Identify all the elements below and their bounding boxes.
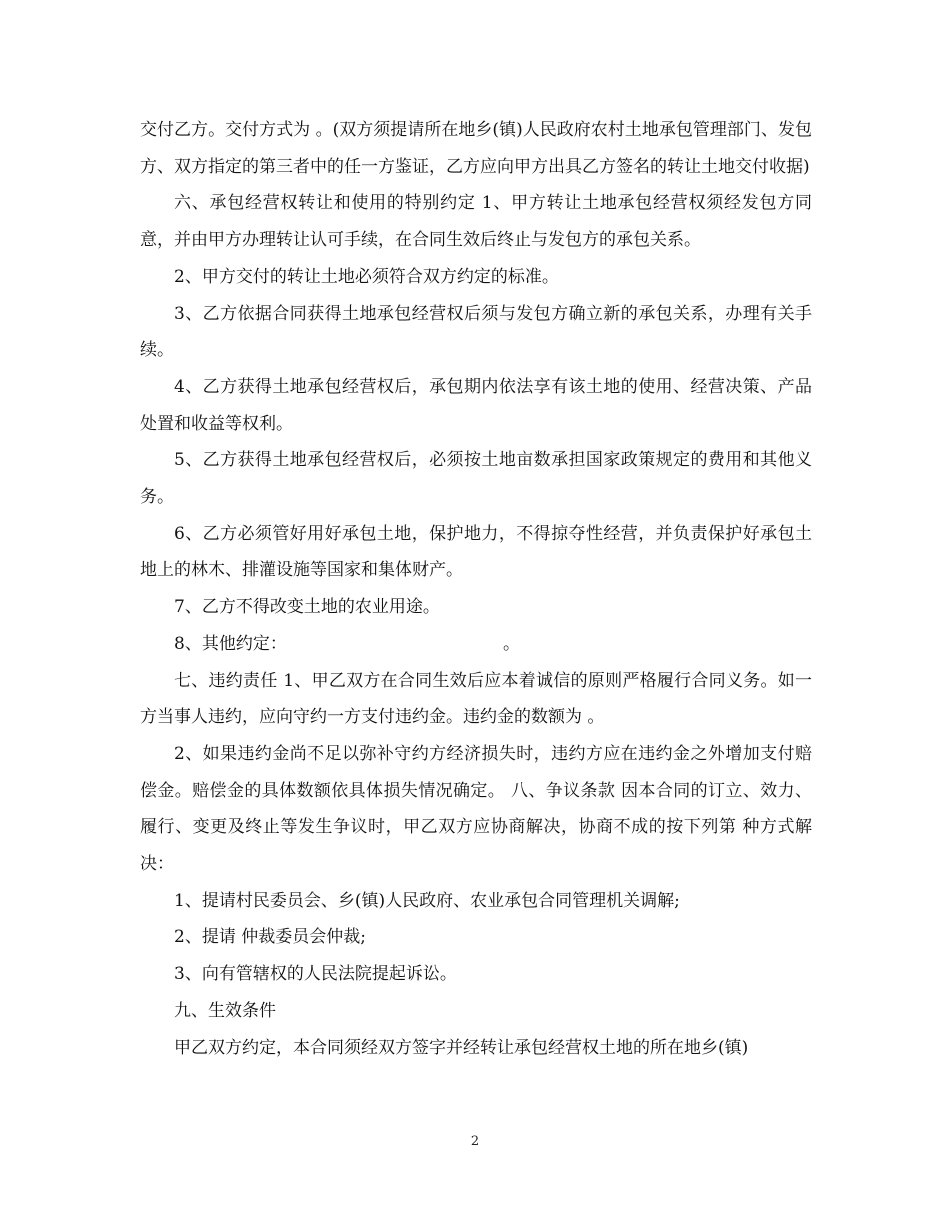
- paragraph-effective-conditions: 甲乙双方约定，本合同须经双方签字并经转让承包经营权土地的所在地乡(镇): [174, 1037, 749, 1058]
- paragraph-clause-6-5: 5、乙方获得土地承包经营权后，必须按土地亩数承担国家政策规定的费用和其他义务。: [140, 450, 812, 508]
- paragraph-clause-6-4: 4、乙方获得土地承包经营权后，承包期内依法享有该土地的使用、经营决策、产品处置和收益等权利。: [140, 376, 812, 434]
- paragraph-clause-6-6: 6、乙方必须管好用好承包土地，保护地力，不得掠夺性经营，并负责保护好承包土地上的林木、排灌设施等国家和集体财产。: [140, 523, 812, 581]
- page-number: 2: [470, 1134, 480, 1149]
- paragraph-clause-7-2-and-section-8: 2、如果违约金尚不足以弥补守约方经济损失时，违约方应在违约金之外增加支付赔偿金。赔偿金的具体数额依具体损失情况确定。 八、争议条款 因本合同的订立、效力、履行、变更及终止等发生争议时，甲乙双方应协商解决，协商不成的按下列第 种方式解决：: [140, 743, 812, 875]
- paragraph-clause-6-3: 3、乙方依据合同获得土地承包经营权后须与发包方确立新的承包关系，办理有关手续。: [140, 303, 812, 361]
- paragraph-section-9-heading: 九、生效条件: [174, 1000, 276, 1021]
- paragraph-delivery-terms: 交付乙方。交付方式为 。(双方须提请所在地乡(镇)人民政府农村土地承包管理部门、发包方、双方指定的第三者中的任一方鉴证，乙方应向甲方出具乙方签名的转让土地交付收据): [140, 120, 812, 177]
- paragraph-dispute-option-3: 3、向有管辖权的人民法院提起诉讼。: [174, 964, 457, 985]
- paragraph-section-7-heading: 七、违约责任 1、甲乙双方在合同生效后应本着诚信的原则严格履行合同义务。如一方当事人违约，应向守约一方支付违约金。违约金的数额为 。: [140, 670, 812, 728]
- paragraph-clause-6-2: 2、甲方交付的转让土地必须符合双方约定的标准。: [174, 266, 559, 287]
- paragraph-clause-6-7: 7、乙方不得改变土地的农业用途。: [174, 597, 440, 618]
- paragraph-dispute-option-2: 2、提请 仲裁委员会仲裁;: [174, 927, 366, 948]
- paragraph-dispute-option-1: 1、提请村民委员会、乡(镇)人民政府、农业承包合同管理机关调解;: [174, 890, 680, 911]
- paragraph-section-6-heading: 六、承包经营权转让和使用的特别约定 1、甲方转让土地承包经营权须经发包方同意，并由甲方办理转让认可手续，在合同生效后终止与发包方的承包关系。: [140, 193, 812, 251]
- paragraph-clause-6-8: 8、其他约定： 。: [174, 633, 520, 654]
- document-body: [140, 112, 812, 1066]
